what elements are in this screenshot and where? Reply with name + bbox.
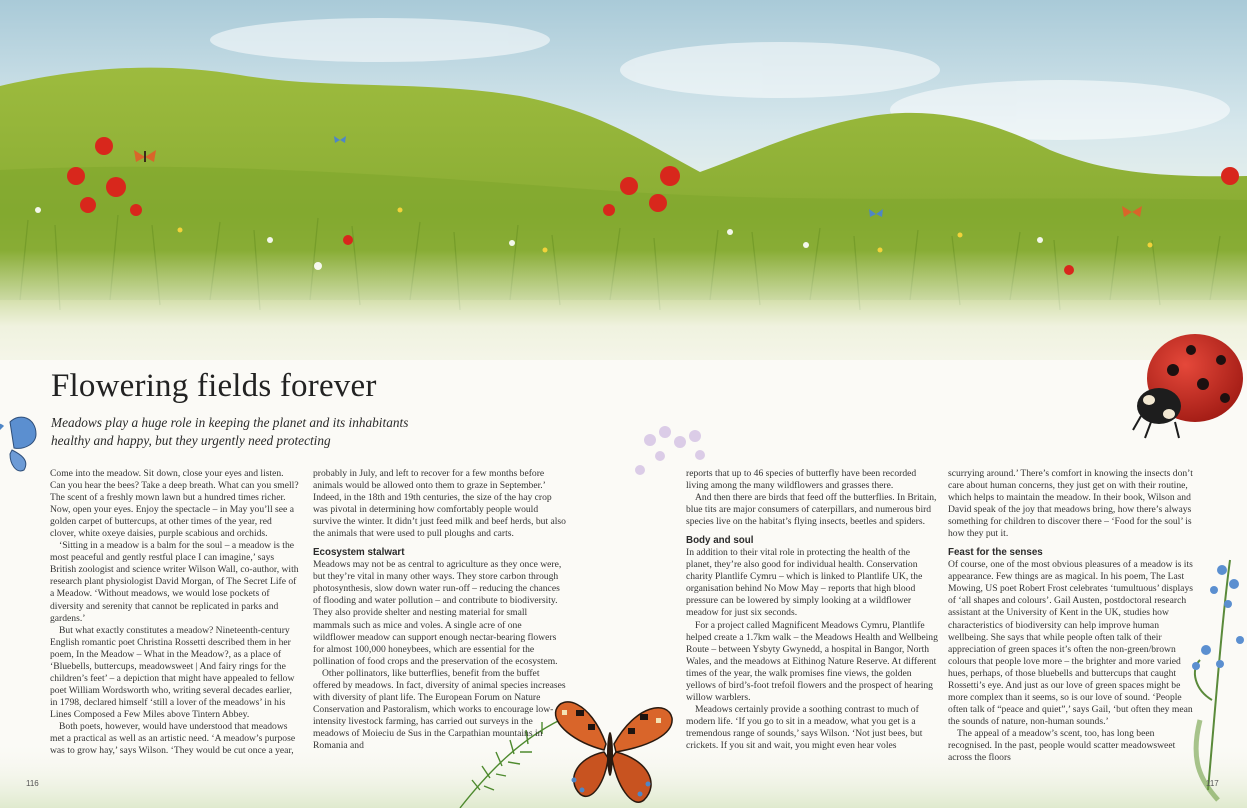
paragraph: Come into the meadow. Sit down, close your eyes and listen. Can you hear the bees? Take a deep breath. What can you smell? The scent of a freshly mown lawn but a hundred times richer. Now, open your eyes. Enjoy the spectacle – in May you’ll see a golden carpet of buttercups, at other times of the year, red clover, white oxeye daisies, purple scabious and orchids. — [50, 468, 299, 540]
page-number-right: 117 — [1206, 779, 1219, 788]
paragraph: Meadows certainly provide a soothing contrast to much of modern life. ‘If you go to sit in a meadow, what you get is a tremendous range of sounds,’ says Wilson. ‘Not just bees, but crickets. If you sit and wait, you might even hear voles — [686, 703, 923, 751]
paragraph: Both poets, however, would have understood that meadows met a practical as well as an artistic need. ‘A meadow’s purpose was to grow hay,’ says Wilson. ‘They would be cut once a year, — [50, 720, 296, 757]
article-title: Flowering fields forever — [51, 368, 377, 404]
paragraph: Other pollinators, like butterflies, benefit from the buffet offered by meadows. In fact, diversity of animal species increases with diversity of plant life. The European Forum on Nature Conservation and Pastoralism, which works to encourage low-intensity livestock farming, has carried out surveys in the meadows of Moieciu de Sus in the Carpathian mountains in Romania and — [313, 667, 566, 751]
page-number-left: 116 — [26, 779, 39, 788]
paragraph: reports that up to 46 species of butterfly have been recorded living among the many wildflowers and grasses there. — [686, 468, 917, 492]
paragraph: Of course, one of the most obvious pleasures of a meadow is its appearance. Few things are as magical. In his poem, The Last Mowing, US poet Robert Frost celebrates ‘tumultuous’ displays of ‘all shapes and colours’. Gail Austen, postdoctoral research assistant at the University of Kent in the UK, studies how characteristics of biodiversity can help improve human wellbeing. She says that while people often talk of their appreciation of green spaces it’s often the non-green/brown colours that people love more – the brighter and more varied hues, perhaps, of those bluebells and buttercups that caught Rossetti’s eye. And just as our love of green spaces might be more complex than it seems, so is our love of sound. ‘People often talk of “peace and quiet”,’ says Gail, ‘but often they mean the sounds of nature, non-human sounds.’ — [948, 559, 1193, 727]
paragraph: And then there are birds that feed off the butterflies. In Britain, blue tits are major consumers of caterpillars, and numerous bird species live on the habitat’s flying insects, beetles and spiders. — [686, 492, 937, 528]
paragraph: probably in July, and left to recover for a few months before animals would be allowed onto them to graze in September.’ Indeed, in the 18th and 19th centuries, the size of the hay crop was pivotal in determining how comfortably people would survive the winter. It didn’t just feed milk and beef herds, but also the animals that were used to pull ploughs and carts. — [313, 468, 566, 540]
article-standfirst: Meadows play a huge role in keeping the planet and its inhabitants healthy and happy, but they urgently need protecting — [51, 415, 409, 448]
common-blue-butterfly — [0, 417, 36, 471]
section-heading: Ecosystem stalwart — [313, 547, 405, 559]
paragraph: Meadows may not be as central to agriculture as they once were, but they’re vital in many other ways. They store carbon through photosynthesis, slow down water run-off – reducing the chances of flooding and water pollution – and contribute to biodiversity. They also provide shelter and nesting material for small mammals such as mice and voles. A single acre of one wildflower meadow can support enough nectar-bearing flowers for almost 100,000 honeybees, which are essential for the pollination of food crops and the preservation of the ecosystem. — [313, 559, 562, 667]
paragraph: The appeal of a meadow’s scent, too, has long been recognised. In the past, people would scatter meadowsweet across the floors — [948, 727, 1176, 764]
text-column-3 — [686, 468, 938, 780]
paragraph: But what exactly constitutes a meadow? Nineteenth-century English romantic poet Christina Rossetti described them in her poem, In the Meadow – What in the Meadow?, as a place of ‘Bluebells, buttercups, meadowsweet | And fairy rings for the children’s feet’ – a depiction that might have appealed to fellow poet William Wordsworth who, writing several decades earlier, in 1798, declared himself ‘still a lover of the meadows’ in his Lines Composed a Few Miles above Tintern Abbey. — [50, 624, 295, 720]
text-column-4 — [948, 468, 1197, 780]
paragraph: ‘Sitting in a meadow is a balm for the soul – a meadow is the most peaceful and gently restful place I can imagine,’ says British zoologist and science writer Wilson Wall, co-author, with research plant physiologist David Morgan, of The Secret Life of a Meadow. ‘Without meadows, we would lose pockets of diversity and serenity that cannot be replicated in parks and gardens.’ — [50, 540, 299, 624]
paragraph: In addition to their vital role in protecting the health of the planet, they’re also good for individual health. Conservation charity Plantlife Cymru – which is linked to Plantlife UK, the organisation behind No Mow May – reports that high blood pressure can be lowered by simply looking at a wildflower meadow for just six seconds. — [686, 547, 923, 619]
text-column-2 — [313, 468, 566, 753]
section-heading: Body and soul — [686, 535, 754, 547]
paragraph: scurrying around.’ There’s comfort in knowing the insects don’t care about human concerns, they just get on with their routine, which helps to maintain the meadow. In their book, Wilson and David speak of the joy that meadows bring, how there’s always something for children to discover there – ‘Food for the soul’ is how they put it. — [948, 468, 1193, 540]
text-column-1 — [50, 468, 299, 768]
section-heading: Feast for the senses — [948, 547, 1043, 559]
paragraph: For a project called Magnificent Meadows Cymru, Plantlife helped create a 1.7km walk – the Meadows Health and Wellbeing Route – between Ysbyty Gwynedd, a hospital in Bangor, North Wales, and the meadows at Eithinog Nature Reserve. At different times of the year, the walk promises fine views, the golden yellows of bird’s-foot trefoil flowers and the prospect of hearing willow warblers. — [686, 619, 938, 703]
